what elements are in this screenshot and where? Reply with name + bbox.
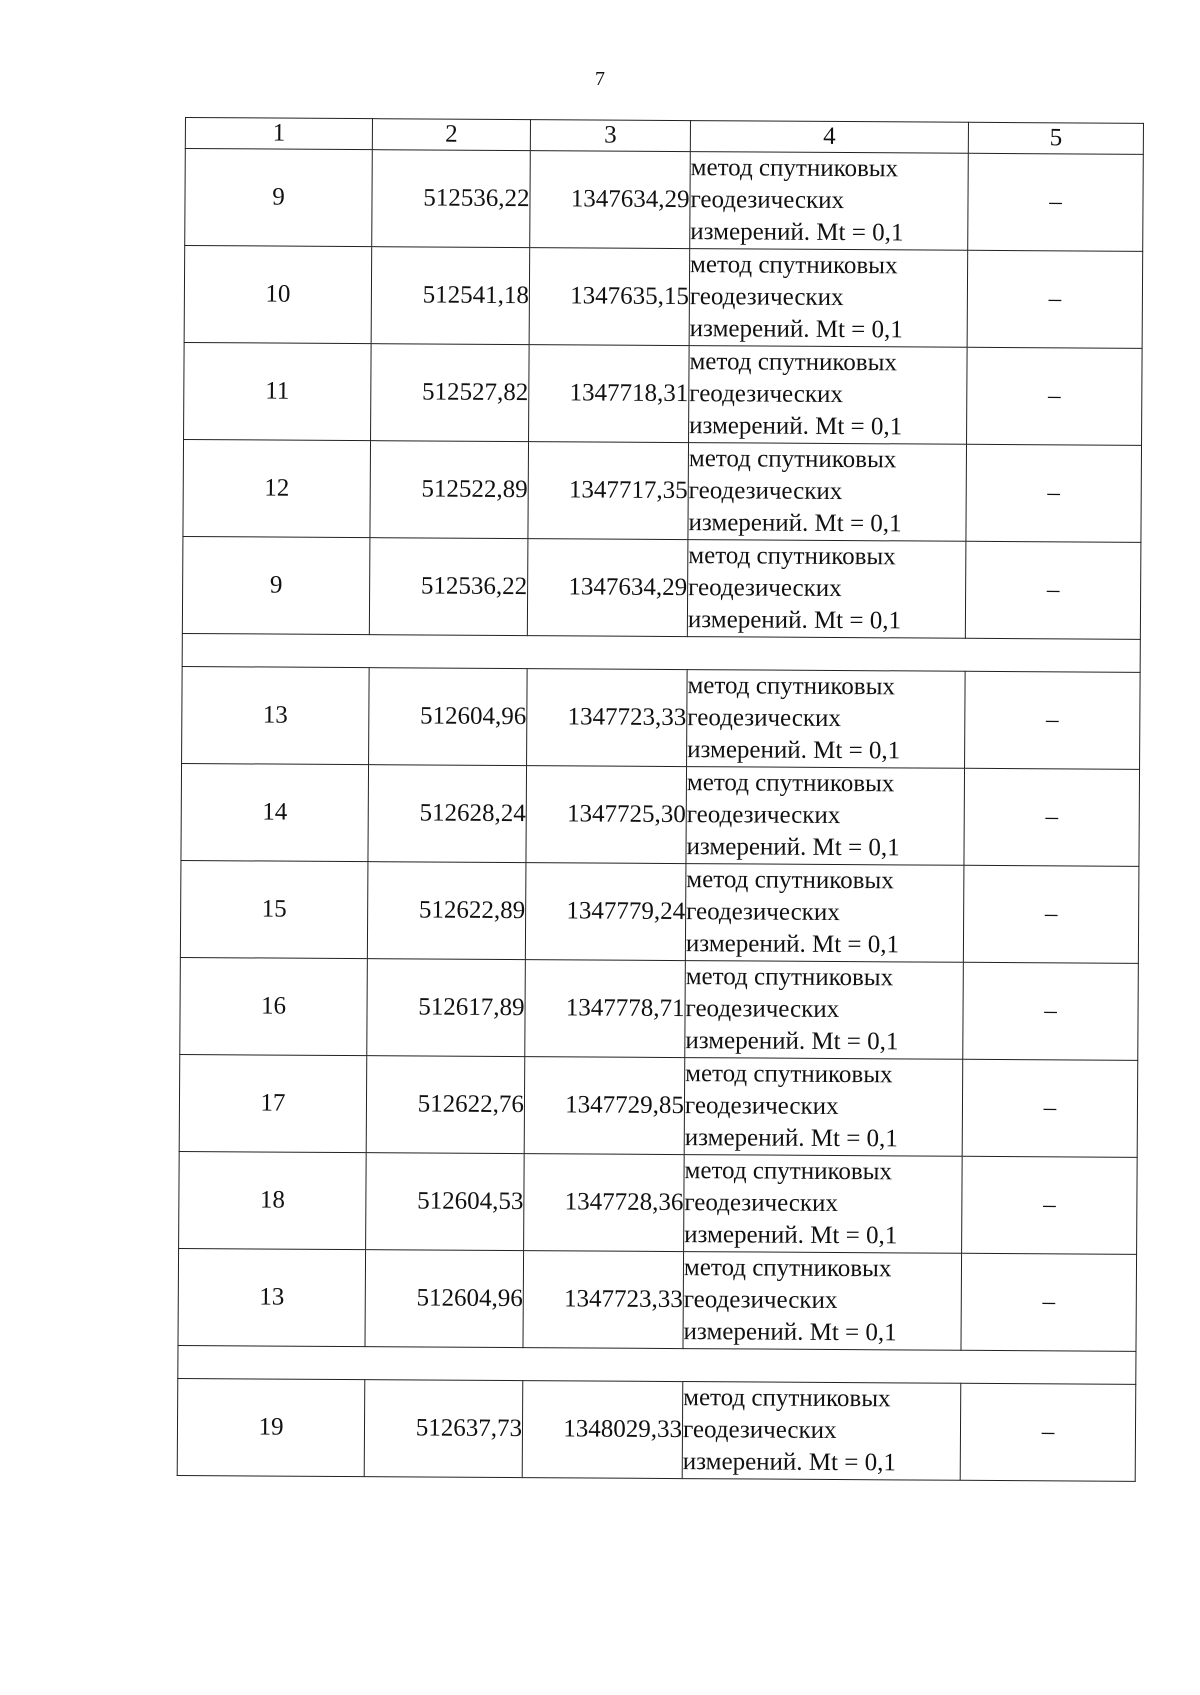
y-coordinate: 1347729,85 [524,1057,685,1155]
method-cell [689,346,968,445]
table-row [184,342,1143,445]
method-text-line: геодезических [687,704,842,733]
point-number: 14 [181,763,369,861]
method-text-line: метод спутниковых [684,1157,893,1186]
x-coordinate: 512637,73 [364,1380,523,1478]
column-number-3: 3 [530,120,690,152]
point-number: 9 [185,149,373,247]
method-text-line: геодезических [689,283,844,312]
method-cell [685,961,964,1060]
point-number: 15 [180,860,368,958]
y-coordinate: 1347634,29 [530,151,691,249]
method-text-line: геодезических [688,574,842,603]
description-cell: – [960,1383,1136,1481]
method-cell [688,443,967,542]
x-coordinate: 512628,24 [368,765,527,863]
method-text-line: метод спутниковых [689,348,898,377]
description-cell: – [965,671,1141,769]
method-text-line: метод спутниковых [683,1254,892,1283]
method-text-line: измерений. Mt = 0,1 [685,930,900,959]
method-text-line: метод спутниковых [688,542,896,571]
x-coordinate: 512604,53 [366,1153,525,1251]
x-coordinate: 512604,96 [369,668,528,766]
point-number: 19 [177,1378,365,1476]
y-coordinate: 1347635,15 [529,248,690,346]
description-cell: – [967,347,1143,445]
y-coordinate: 1347723,33 [527,669,688,767]
point-number: 9 [182,536,370,634]
y-coordinate: 1347725,30 [526,766,687,864]
method-text-line: измерений. Mt = 0,1 [683,1318,897,1347]
method-text-line: измерений. Mt = 0,1 [687,736,901,765]
x-coordinate: 512617,89 [367,959,526,1057]
method-text-line: метод спутниковых [686,769,895,798]
method-text-line: метод спутниковых [685,963,894,992]
method-text-line: метод спутниковых [690,251,898,280]
method-cell [689,249,968,348]
method-text-line: измерений. Mt = 0,1 [687,606,902,635]
method-text-line: геодезических [682,1416,837,1445]
method-text-line: геодезических [684,1189,839,1218]
method-text-line: измерений. Mt = 0,1 [686,833,900,862]
table-row [185,149,1144,252]
method-text-line: геодезических [684,1092,839,1121]
method-text-line: геодезических [690,186,845,215]
method-text-line: измерений. Mt = 0,1 [689,315,903,344]
description-cell: – [962,1156,1138,1254]
x-coordinate: 512536,22 [369,538,528,636]
description-cell: – [966,444,1142,542]
y-coordinate: 1347718,31 [529,345,690,443]
method-text-line: метод спутниковых [687,672,896,701]
description-cell: – [961,1253,1137,1351]
x-coordinate: 512522,89 [370,441,529,539]
table-row [178,1248,1137,1351]
point-number: 13 [182,666,370,764]
method-text-line: геодезических [685,995,840,1024]
y-coordinate: 1347778,71 [525,960,686,1058]
table-row [179,1151,1138,1254]
point-number: 10 [184,246,372,344]
method-text-line: измерений. Mt = 0,1 [685,1027,899,1056]
method-text-line: измерений. Mt = 0,1 [684,1124,898,1153]
coordinates-table [177,117,1144,1482]
method-text-line: метод спутниковых [686,866,894,895]
x-coordinate: 512622,89 [367,862,526,960]
method-cell [682,1382,961,1481]
method-text-line: метод спутниковых [683,1384,891,1413]
table-row [182,536,1141,639]
method-text-line: метод спутниковых [688,445,897,474]
y-coordinate: 1347779,24 [525,863,686,961]
table-row [180,957,1139,1060]
point-number: 17 [179,1054,367,1152]
method-text-line: геодезических [683,1286,838,1315]
x-coordinate: 512541,18 [371,247,530,345]
table-row [183,439,1142,542]
method-cell [690,152,969,251]
method-text-line: измерений. Mt = 0,1 [688,509,902,538]
page-number: 7 [595,68,605,90]
method-text-line: измерений. Mt = 0,1 [690,218,904,247]
method-text-line: геодезических [686,801,841,830]
description-cell: – [967,250,1143,348]
method-text-line: метод спутниковых [685,1060,893,1089]
column-number-5: 5 [968,122,1143,154]
description-cell: – [964,768,1140,866]
description-cell: – [968,153,1144,251]
method-cell [686,767,965,866]
description-cell: – [962,1059,1138,1157]
method-cell [685,864,964,963]
description-cell: – [963,865,1139,963]
x-coordinate: 512527,82 [371,344,530,442]
method-text-line: геодезических [689,380,843,409]
method-cell [684,1155,963,1254]
point-number: 13 [178,1248,366,1346]
table-row [182,666,1141,769]
column-number-2: 2 [372,119,530,151]
method-text-line: геодезических [686,898,840,927]
y-coordinate: 1347728,36 [524,1154,685,1252]
y-coordinate: 1347634,29 [527,539,688,637]
y-coordinate: 1347717,35 [528,442,689,540]
point-number: 12 [183,439,371,537]
method-text-line: измерений. Mt = 0,1 [684,1221,898,1250]
y-coordinate: 1348029,33 [522,1381,683,1479]
column-number-4: 4 [690,121,968,154]
table-row [180,860,1139,963]
method-text-line: метод спутниковых [690,154,899,183]
table-row [179,1054,1138,1157]
method-text-line: измерений. Mt = 0,1 [682,1448,896,1477]
point-number: 18 [179,1151,367,1249]
point-number: 16 [180,957,368,1055]
description-cell: – [965,541,1141,639]
y-coordinate: 1347723,33 [523,1251,684,1349]
method-cell [687,670,966,769]
method-cell [684,1058,963,1157]
method-cell [687,540,966,639]
description-cell: – [963,962,1139,1060]
table-row [177,1378,1136,1481]
point-number: 11 [184,342,372,440]
table-row [181,763,1140,866]
x-coordinate: 512622,76 [366,1056,525,1154]
table-body [177,118,1143,1482]
column-number-1: 1 [185,118,372,150]
x-coordinate: 512604,96 [365,1250,524,1348]
table-row [184,246,1143,349]
x-coordinate: 512536,22 [372,150,531,248]
method-text-line: измерений. Mt = 0,1 [689,412,903,441]
method-cell [683,1252,962,1351]
method-text-line: геодезических [688,477,843,506]
